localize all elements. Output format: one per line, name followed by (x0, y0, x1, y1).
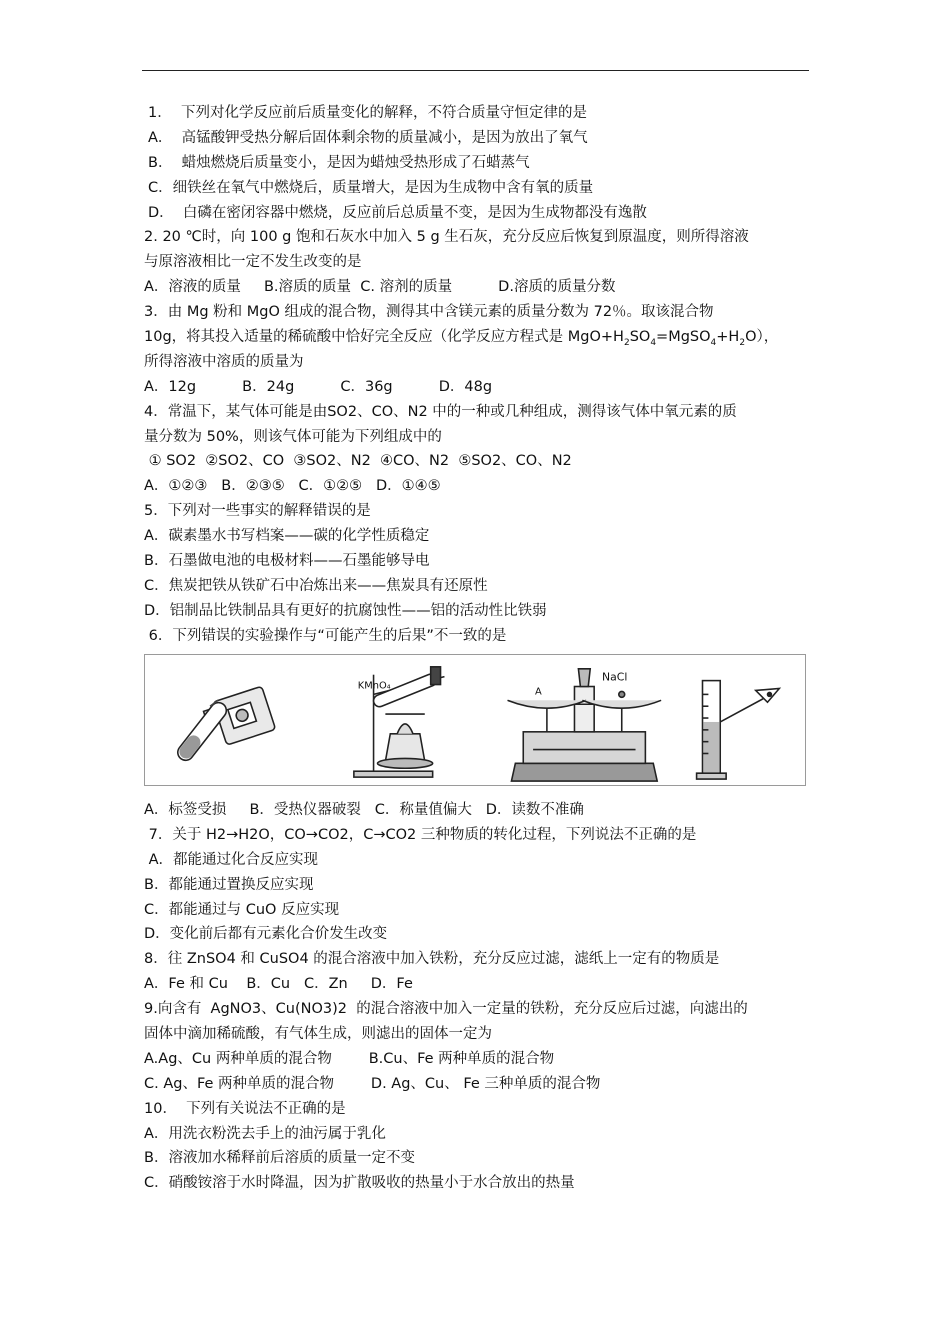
line-text: A．Fe 和 Cu B．Cu C．Zn D．Fe (144, 976, 413, 993)
line-text: B． 蜡烛燃烧后质量变小，是因为蜡烛受热形成了石蜡蒸气 (148, 154, 530, 171)
bottom-line (144, 823, 814, 848)
bottom-line (144, 1146, 814, 1171)
line-text: A.Ag、Cu 两种单质的混合物 B.Cu、Fe 两种单质的混合物 (144, 1050, 555, 1067)
top-line (144, 300, 814, 325)
questions-block-1 (144, 101, 814, 649)
top-line (144, 275, 814, 300)
bottom-line (144, 997, 814, 1022)
bottom-line (144, 972, 814, 997)
top-line (144, 449, 814, 474)
bottom-line (144, 1072, 814, 1097)
top-line (144, 176, 814, 201)
line-text: A．用洗衣粉洗去手上的油污属于乳化 (144, 1125, 386, 1142)
line-text: C．焦炭把铁从铁矿石中冶炼出来——焦炭具有还原性 (144, 577, 488, 594)
line-text: 1． 下列对化学反应前后质量变化的解释，不符合质量守恒定律的是 (148, 105, 587, 121)
line-text: 8．往 ZnSO4 和 CuSO4 的混合溶液中加入铁粉，充分反应过滤，滤纸上一定有的物质是 (144, 951, 720, 968)
header-rule (142, 70, 809, 71)
equation-part: +H (716, 329, 740, 346)
line-text: 10． 下列有关说法不正确的是 (144, 1100, 346, 1117)
line-text: 9.向含有 AgNO3、Cu(NO3)2 的混合溶液中加入一定量的铁粉，充分反应后过滤，向滤出的 (144, 1001, 748, 1018)
equation-part: SO (629, 329, 651, 346)
bottom-line (144, 898, 814, 923)
line-text: A． 高锰酸钾受热分解后固体剩余物的质量减小，是因为放出了氧气 (148, 129, 588, 146)
equation-subscript: 2 (623, 337, 630, 348)
line-text: 固体中滴加稀硫酸，有气体生成，则滤出的固体一定为 (144, 1026, 492, 1043)
top-line (144, 225, 814, 250)
line-text: D．铝制品比铁制品具有更好的抗腐蚀性——铝的活动性比铁弱 (144, 602, 547, 619)
line-text: C．硝酸铵溶于水时降温，因为扩散吸收的热量小于水合放出的热量 (144, 1175, 575, 1192)
line-text: A．碳素墨水书写档案——碳的化学性质稳定 (144, 528, 430, 545)
line-text: A．都能通过化合反应实现 (144, 851, 319, 868)
top-line (144, 325, 814, 350)
line-text: A．标签受损 B．受热仪器破裂 C．称量值偏大 D．读数不准确 (144, 802, 584, 818)
bottom-line (144, 1097, 814, 1122)
bottom-line (144, 848, 814, 873)
line-text: D． 白磷在密闭容器中燃烧，反应前后总质量不变，是因为生成物都没有逸散 (148, 204, 647, 221)
top-line (144, 350, 814, 375)
top-line (144, 574, 814, 599)
top-line (144, 151, 814, 176)
questions-block-2 (144, 798, 814, 1196)
line-text: D．变化前后都有元素化合价发生改变 (144, 926, 388, 943)
line-text: 7．关于 H2→H2O，CO→CO2，C→CO2 三种物质的转化过程，下列说法不正确的是 (144, 826, 697, 843)
line-text: 与原溶液相比一定不发生改变的是 (144, 254, 362, 271)
line-text: 4．常温下，某气体可能是由SO2、CO、N2 中的一种或几种组成，测得该气体中氧元素的质 (144, 403, 737, 420)
line-text: A．溶液的质量 B.溶质的质量 C. 溶剂的质量 D.溶质的质量分数 (144, 279, 616, 296)
line-text: A．①②③ B．②③⑤ C．①②⑤ D．①④⑤ (144, 478, 441, 495)
bottom-line (144, 1047, 814, 1072)
line-text: 3．由 Mg 粉和 MgO 组成的混合物，测得其中含镁元素的质量分数为 72％。取该混合物 (144, 304, 714, 321)
line-text: 所得溶液中溶质的质量为 (144, 353, 304, 370)
top-line (144, 499, 814, 524)
top-line (144, 524, 814, 549)
pouring-liquid-illustration (175, 686, 276, 763)
top-line (144, 400, 814, 425)
line-text: 10g，将其投入适量的稀硫酸中恰好完全反应（化学反应方程式是 (144, 329, 568, 346)
top-line (144, 101, 814, 126)
equation-part: MgO+H (567, 329, 624, 346)
line-text: A．12g B．24g C．36g D．48g (144, 378, 493, 395)
top-line (144, 599, 814, 624)
bottom-line (144, 947, 814, 972)
line-text: C. Ag、Fe 两种单质的混合物 D. Ag、Cu、 Fe 三种单质的混合物 (144, 1075, 601, 1092)
line-text: 6．下列错误的实验操作与“可能产生的后果”不一致的是 (144, 627, 507, 644)
experiment-figure (144, 654, 806, 786)
equation-subscript: 4 (710, 337, 717, 348)
line-text: B．石墨做电池的电极材料——石墨能够导电 (144, 553, 430, 570)
line-text: 量分数为 50%，则该气体可能为下列组成中的 (144, 428, 442, 445)
balance-illustration (508, 669, 662, 781)
line-text: C．细铁丝在氧气中燃烧后，质量增大，是因为生成物中含有氧的质量 (148, 179, 594, 196)
equation-subscript: 2 (739, 337, 746, 348)
top-line (144, 474, 814, 499)
line-text: C．都能通过与 CuO 反应实现 (144, 901, 340, 918)
top-line (144, 250, 814, 275)
top-line (144, 201, 814, 226)
top-line (144, 549, 814, 574)
line-text: 2. 20 ℃时，向 100 g 饱和石灰水中加入 5 g 生石灰，充分反应后恢复到原温度，则所得溶液 (144, 229, 749, 246)
equation-part: =MgSO (656, 329, 711, 346)
nacl-label: NaCl (602, 670, 628, 684)
bottom-line (144, 922, 814, 947)
bottom-line (144, 1022, 814, 1047)
bottom-line (144, 1171, 814, 1196)
equation-part: O）， (745, 329, 779, 346)
line-text: B．都能通过置换反应实现 (144, 876, 314, 893)
top-line (144, 375, 814, 400)
line-text: ① SO2 ②SO2、CO ③SO2、N2 ④CO、N2 ⑤SO2、CO、N2 (144, 453, 572, 470)
top-line (144, 425, 814, 450)
line-text: B．溶液加水稀释前后溶质的质量一定不变 (144, 1150, 415, 1167)
top-line (144, 126, 814, 151)
line-text: 5．下列对一些事实的解释错误的是 (144, 503, 371, 520)
pan-a-label: A (535, 686, 542, 698)
top-line (144, 624, 814, 649)
bottom-line (144, 873, 814, 898)
graduated-cylinder-illustration (697, 681, 780, 779)
bottom-line (144, 1122, 814, 1147)
chemical-equation (567, 329, 779, 348)
equation-subscript: 4 (650, 337, 657, 348)
kmno4-label: KMnO₄ (357, 680, 391, 692)
bottom-line (144, 798, 814, 823)
